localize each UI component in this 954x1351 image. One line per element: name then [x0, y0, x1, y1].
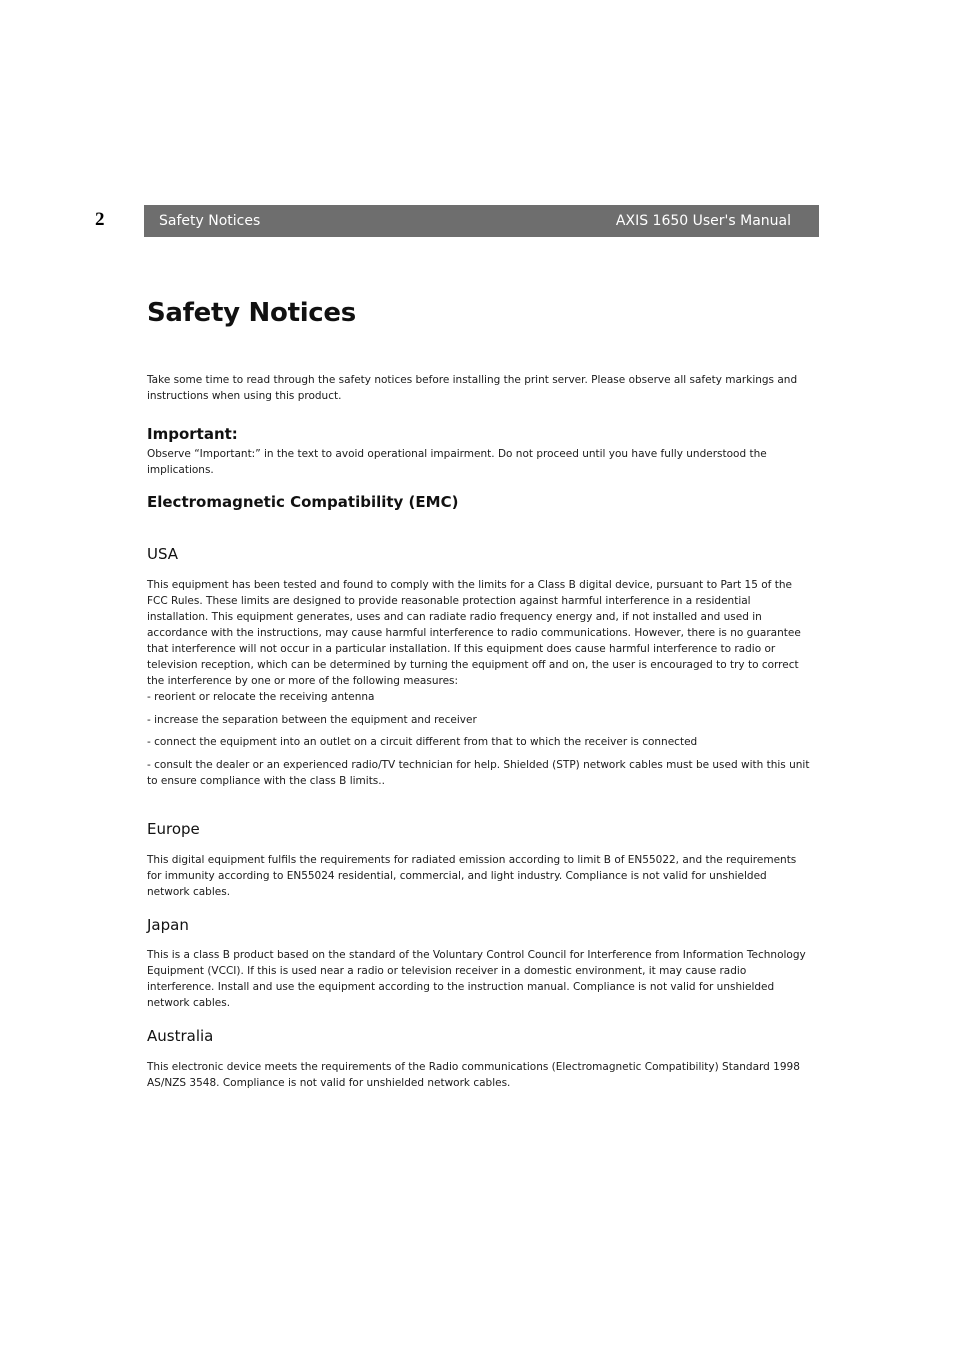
intro-paragraph: Take some time to read through the safety notices before installing the print server. Please observe all safety markings and instructions when using this product.: [147, 374, 798, 402]
usa-measure-2: - increase the separation between the equipment and receiver: [147, 714, 477, 726]
page-number: 2: [95, 209, 105, 230]
europe-text: This digital equipment fulfils the requirements for radiated emission according to limit B of EN55022, and the requirements for immunity according to EN55024 residential, commercial, and light industry. Compliance is not valid for unshielded network cables.: [147, 854, 797, 898]
australia-text: This electronic device meets the requirements of the Radio communications (Electromagnetic Compatibility) Standard 1998 AS/NZS 3548. Compliance is not valid for unshielded network cables.: [147, 1061, 800, 1089]
usa-measure-3: - connect the equipment into an outlet on a circuit different from that to which the receiver is connected: [147, 736, 698, 748]
page-title: Safety Notices: [147, 298, 356, 328]
japan-heading: Japan: [147, 916, 189, 934]
usa-measure-1: - reorient or relocate the receiving antenna: [147, 691, 375, 703]
header-section-title: Safety Notices: [159, 213, 261, 229]
usa-measure-4: - consult the dealer or an experienced radio/TV technician for help. Shielded (STP) network cables must be used with this unit to ensure compliance with the class B limits..: [147, 759, 810, 787]
usa-text: This equipment has been tested and found to comply with the limits for a Class B digital device, pursuant to Part 15 of the FCC Rules. These limits are designed to provide reasonable protection against harmful interference in a residential installation. This equipment generates, uses and can radiate radio frequency energy and, if not installed and used in accordance with the instructions, may cause harmful interference to radio communications. However, there is no guarantee that interference will not occur in a particular installation. If this equipment does cause harmful interference to radio or television reception, which can be determined by turning the equipment off and on, the user is encouraged to try to correct the interference by one or more of the following measures:: [147, 579, 801, 687]
usa-heading: USA: [147, 545, 179, 563]
important-heading: Important:: [147, 425, 238, 443]
japan-text: This is a class B product based on the standard of the Voluntary Control Council for Interference from Information Technology Equipment (VCCI). If this is used near a radio or television receiver in a domestic environment, it may cause radio interference. Install and use the equipment according to the instruction manual. Compliance is not valid for unshielded network cables.: [147, 949, 806, 1009]
important-text: Observe “Important:” in the text to avoid operational impairment. Do not proceed until you have fully understood the implications.: [147, 448, 767, 476]
australia-heading: Australia: [147, 1027, 214, 1045]
emc-heading: Electromagnetic Compatibility (EMC): [147, 493, 459, 511]
header-manual-title: AXIS 1650 User's Manual: [615, 213, 791, 229]
running-header: [144, 205, 819, 237]
europe-heading: Europe: [147, 820, 200, 838]
